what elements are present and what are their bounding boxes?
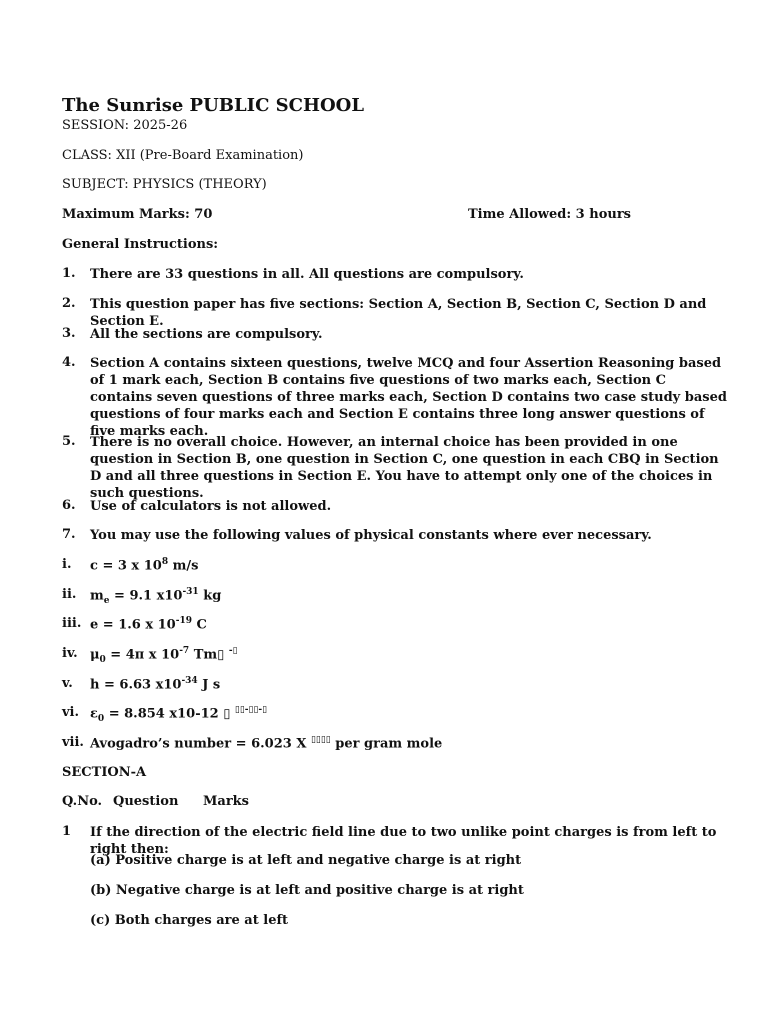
constant-planck: h = 6.63 $x10^{-34}$ J s xyxy=(90,676,221,693)
column-question: Question xyxy=(113,794,179,809)
instruction-text: There are 33 questions in all. All questions are compulsory. xyxy=(90,267,524,282)
question-text: If the direction of the electric field line due to two unlike point charges is from left to right then: xyxy=(90,825,717,857)
subject-info: SUBJECT: PHYSICS (THEORY) xyxy=(62,177,267,192)
constant-number: i. xyxy=(62,557,72,572)
constant-number: v. xyxy=(62,676,73,691)
constant-number: vi. xyxy=(62,705,80,720)
instruction-number: 1. xyxy=(62,266,76,281)
constant-avogadro: Avogadro’s number = 6.023 X ▯▯▯▯ per gram mole xyxy=(90,735,443,752)
instruction-number: 7. xyxy=(62,527,76,542)
column-marks: Marks xyxy=(203,794,249,809)
instruction-text: All the sections are compulsory. xyxy=(90,327,323,342)
max-marks: Maximum Marks: 70 xyxy=(62,207,213,222)
instruction-text: Section A contains sixteen questions, twelve MCQ and four Assertion Reasoning based of 1 mark each, Section B contains five questions of two marks each, Section C contains seven questions of three marks each, Section D contains two case study based questions of four marks each and Section E contains three long answer questions of five marks each. xyxy=(90,356,727,439)
option-c: (c) Both charges are at left xyxy=(90,913,289,928)
constant-number: iii. xyxy=(62,616,82,631)
constant-number: iv. xyxy=(62,646,78,661)
instruction-number: 2. xyxy=(62,296,76,311)
option-b: (b) Negative charge is at left and positive charge is at right xyxy=(90,883,524,898)
constant-permittivity: $\varepsilon_0 = 8.854$ x10-12 ▯ ▯▯-▯▯-▯ xyxy=(90,705,268,724)
instruction-number: 4. xyxy=(62,355,76,370)
constant-permeability: $\mu_0 = 4\pi$ x $10^{-7}$ Tm▯ -▯ xyxy=(90,646,238,665)
session: SESSION: 2025-26 xyxy=(62,118,188,133)
constant-number: vii. xyxy=(62,735,84,750)
instruction-text: There is no overall choice. However, an internal choice has been provided in one question in Section B, one question in Section C, one question in each CBQ in Section D and all three questions in Section E. You have to attempt only one of the choices in such questions. xyxy=(90,435,719,501)
constant-electron-charge: e = 1.6 x $10^{-19}$ C xyxy=(90,616,207,633)
section-heading: SECTION-A xyxy=(62,765,147,780)
general-instructions-heading: General Instructions: xyxy=(62,237,219,252)
instruction-number: 5. xyxy=(62,434,76,449)
time-allowed: Time Allowed: 3 hours xyxy=(468,207,631,222)
instruction-text: This question paper has five sections: Section A, Section B, Section C, Section D and Section E. xyxy=(90,297,707,329)
constant-speed-of-light: c = 3 x $10^8$ m/s xyxy=(90,557,199,574)
constant-electron-mass: $m_e = 9.1$ $x10^{-31}$ kg xyxy=(90,587,222,606)
option-a: (a) Positive charge is at left and negative charge is at right xyxy=(90,853,522,868)
school-name: The Sunrise PUBLIC SCHOOL xyxy=(62,95,365,116)
column-qno: Q.No. xyxy=(62,794,103,809)
constant-number: ii. xyxy=(62,587,77,602)
instruction-text: You may use the following values of physical constants where ever necessary. xyxy=(90,528,652,543)
instruction-number: 3. xyxy=(62,326,76,341)
class-info: CLASS: XII (Pre-Board Examination) xyxy=(62,148,304,163)
instruction-number: 6. xyxy=(62,498,76,513)
question-number: 1 xyxy=(62,824,72,839)
instruction-text: Use of calculators is not allowed. xyxy=(90,499,332,514)
